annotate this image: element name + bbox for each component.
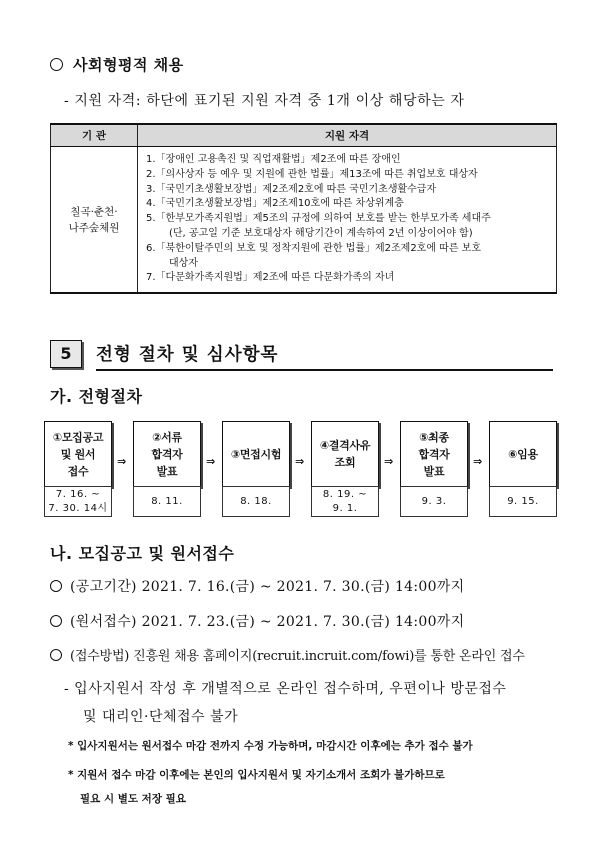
step-date-line: 8. 18. [240, 495, 272, 507]
step-date-2 [133, 486, 201, 517]
arrow-icon: ⇒ [473, 455, 483, 468]
arrow-icon: ⇒ [206, 455, 216, 468]
qualification-item: 2.「의사상자 등 예우 및 지원에 관한 법률」제13조에 따른 취업보호 대상자 [146, 168, 478, 180]
notice-line [50, 611, 464, 631]
step-box-5 [400, 421, 468, 487]
step-label: 발표 [156, 464, 178, 478]
step-date-line: 7. 30. 14시 [48, 502, 108, 514]
step-date-line: 9. 1. [332, 502, 358, 514]
notice-text: (접수방법) 진흥원 채용 홈페이지(recruit.incruit.com/fowi)를 통한 온라인 접수 [70, 649, 525, 664]
qualification-item: 4.「국민기초생활보장법」제2조제10호에 따른 차상위계층 [146, 198, 404, 210]
notice-text: (공고기간) 2021. 7. 16.(금) ~ 2021. 7. 30.(금) 14:00까지 [70, 579, 465, 595]
step-date-5 [400, 486, 468, 517]
section-number-box: 5 [50, 340, 82, 368]
step-date-line: 9. 15. [507, 495, 539, 507]
step-label: 합격자 [418, 447, 450, 461]
circle-bullet-icon [50, 58, 63, 71]
step-box-3 [222, 421, 290, 487]
footnote-line: * 지원서 접수 마감 이후에는 본인의 입사지원서 및 자기소개서 조회가 불가하므로 [68, 769, 445, 781]
circle-bullet-icon [50, 580, 62, 592]
step-date-3 [222, 486, 290, 517]
notice-line [50, 645, 525, 664]
step-date-line: 9. 3. [421, 495, 447, 507]
agency-line: 나주숲체원 [68, 221, 120, 234]
subheading-recruitment-notice: 나. 모집공고 및 원서접수 [50, 544, 235, 563]
step-date-line: 8. 11. [151, 495, 183, 507]
qualification-item: 7.「다문화가족지원법」제2조에 따른 다문화가족의 자녀 [146, 272, 395, 284]
step-box-6 [489, 421, 557, 487]
subheading-selection-process: 가. 전형절차 [50, 387, 143, 406]
circle-bullet-icon [50, 615, 62, 627]
section-heading-text: 사회형평적 채용 [73, 56, 184, 74]
step-label: 합격자 [151, 447, 183, 461]
agency-cell [51, 147, 138, 294]
header-qualification: 지원 자격 [138, 124, 557, 147]
qualification-cell [138, 147, 557, 294]
eligibility-summary: - 지원 자격: 하단에 표기된 지원 자격 중 1개 이상 해당하는 자 [64, 93, 465, 109]
qualification-item: 3.「국민기초생활보장법」제2조제2호에 따른 국민기초생활수급자 [146, 183, 437, 195]
arrow-icon: ⇒ [295, 455, 305, 468]
arrow-icon: ⇒ [384, 455, 394, 468]
footnote-line: 필요 시 별도 저장 필요 [80, 793, 186, 805]
header-agency: 기 관 [51, 124, 138, 147]
section-title: 전형 절차 및 심사항목 [96, 345, 279, 365]
step-label: 조회 [334, 456, 356, 469]
step-date-line: 8. 19. ~ [322, 488, 368, 500]
step-box-2 [133, 421, 201, 487]
step-label: 및 원서 [60, 447, 96, 461]
step-date-6 [489, 486, 557, 517]
detail-line: 및 대리인·단체접수 불가 [83, 709, 239, 725]
step-label: ⑤최종 [419, 430, 449, 444]
footnote-line: * 입사지원서는 원서접수 마감 전까지 수정 가능하며, 마감시간 이후에는 추가 접수 불가 [68, 740, 473, 752]
detail-line: - 입사지원서 작성 후 개별적으로 온라인 접수하며, 우편이나 방문접수 [64, 681, 507, 697]
notice-line [50, 576, 464, 596]
table-header-row [51, 124, 557, 147]
step-date-line: 7. 16. ~ [55, 488, 101, 500]
qualification-continuation: (단, 공고일 기준 보호대상자 해당기간이 계속하여 2년 이상이어야 함) [169, 227, 473, 239]
step-label: ①모집공고 [52, 430, 104, 444]
step-label: 발표 [423, 464, 445, 478]
step-label: ③면접시험 [230, 447, 282, 461]
step-date-4 [311, 486, 379, 517]
section-heading-social-equity [50, 54, 184, 75]
title-underline [96, 369, 553, 371]
step-label: ⑥임용 [508, 447, 538, 461]
qualification-item: 5.「한부모가족지원법」제5조의 규정에 의하여 보호를 받는 한부모가족 세대주 [146, 213, 491, 225]
notice-text: (원서접수) 2021. 7. 23.(금) ~ 2021. 7. 30.(금) 14:00까지 [70, 614, 465, 630]
arrow-icon: ⇒ [117, 455, 127, 468]
step-box-4 [311, 421, 379, 487]
qualification-continuation: 대상자 [169, 257, 198, 269]
qualification-item: 6.「북한이탈주민의 보호 및 정착지원에 관한 법률」제2조제2호에 따른 보호 [146, 242, 481, 254]
step-box-1 [44, 421, 112, 487]
step-label: 접수 [67, 464, 89, 478]
step-label: ②서류 [152, 430, 182, 444]
agency-line: 칠곡·춘천· [70, 205, 118, 218]
eligibility-table [50, 123, 557, 294]
step-label: ④결격사유 [319, 439, 371, 452]
circle-bullet-icon [50, 649, 62, 661]
table-row [51, 147, 557, 294]
step-date-1 [44, 486, 112, 517]
qualification-item: 1.「장애인 고용촉진 및 직업재활법」제2조에 따른 장애인 [146, 154, 401, 165]
